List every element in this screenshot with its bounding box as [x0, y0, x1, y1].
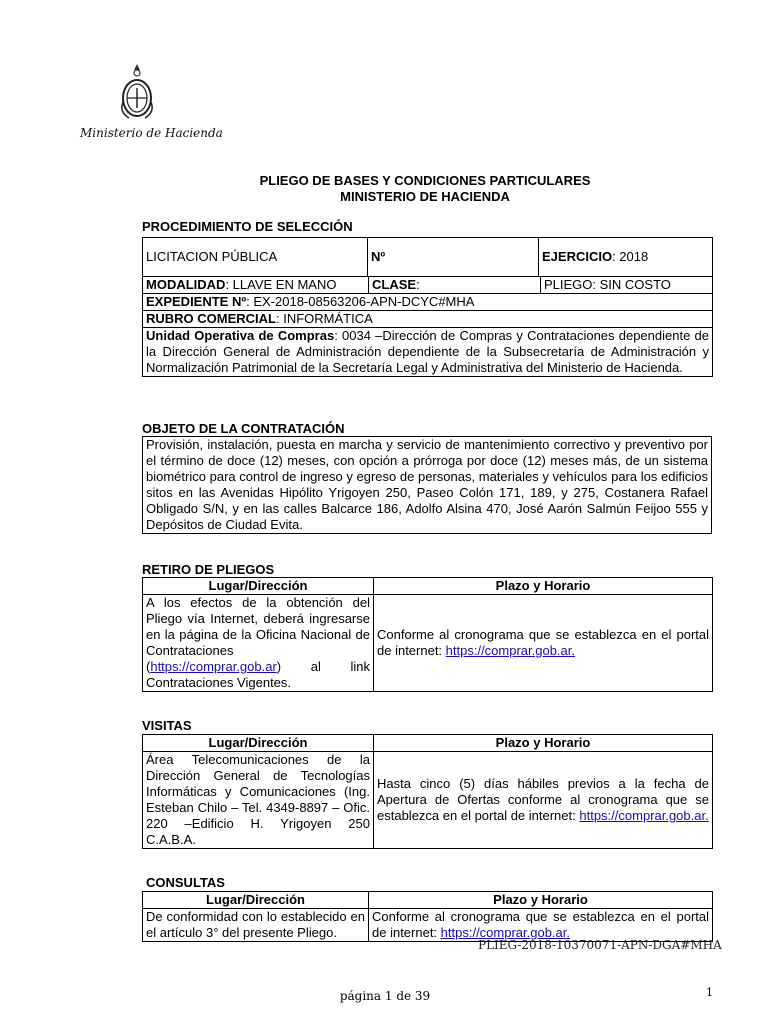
consultas-heading: CONSULTAS: [146, 875, 225, 890]
objeto-heading: OBJETO DE LA CONTRATACIÓN: [142, 421, 345, 436]
unidad-cell: Unidad Operativa de Compras: 0034 –Dirección de Compras y Contrataciones dependiente de la Dirección General de Administración dependiente de la Subsecretaría de Administración y Normalización Patrimonial de la Secretaría Legal y Administrativa del Ministerio de Hacienda.: [143, 328, 713, 377]
consultas-col-lugar: Lugar/Dirección: [143, 892, 369, 909]
consultas-table: [142, 891, 713, 942]
expediente-cell: EXPEDIENTE Nº: EX-2018-08563206-APN-DCYC#MHA: [143, 294, 713, 311]
objeto-text: Provisión, instalación, puesta en marcha y servicio de mantenimiento correctivo y preventivo por el término de doce (12) meses, con opción a prórroga por doce (12) meses más, de un sistema biométrico para control de ingreso y egreso de personas, materiales y vehículos para los edificios sitos en las Avenidas Hipólito Yrigoyen 250, Paseo Colón 171, 189, y 275, Costanera Rafael Obligado S/N, y en las calles Balcarce 186, Adolfo Alsina 470, José Aarón Salmún Feijoo 555 y Depósitos de Ciudad Evita.: [143, 437, 712, 534]
coat-of-arms-icon: [117, 62, 157, 122]
ejercicio-cell: EJERCICIO: 2018: [539, 238, 713, 277]
rubro-cell: RUBRO COMERCIAL: INFORMÁTICA: [143, 311, 713, 328]
tipo-cell: LICITACION PÚBLICA: [143, 238, 368, 277]
retiro-col-lugar: Lugar/Dirección: [143, 578, 374, 595]
retiro-table: [142, 577, 713, 692]
procedimiento-heading: PROCEDIMIENTO DE SELECCIÓN: [142, 219, 353, 234]
visitas-col-plazo: Plazo y Horario: [374, 735, 713, 752]
document-title: PLIEGO DE BASES Y CONDICIONES PARTICULARES: [259, 173, 591, 188]
comprar-link[interactable]: https://comprar.gob.ar: [150, 659, 277, 674]
document-subtitle: MINISTERIO DE HACIENDA: [340, 189, 510, 204]
visitas-col-lugar: Lugar/Dirección: [143, 735, 374, 752]
modalidad-row: MODALIDAD: LLAVE EN MANO CLASE: PLIEGO: SIN COSTO: [143, 277, 713, 294]
retiro-plazo: Conforme al cronograma que se establezca en el portal de internet: https://comprar.gob.ar.: [374, 595, 713, 692]
comprar-link[interactable]: https://comprar.gob.ar.: [445, 643, 576, 658]
procedimiento-table: [142, 237, 713, 377]
ministry-name: Ministerio de Hacienda: [80, 126, 223, 140]
visitas-table: [142, 734, 713, 849]
consultas-col-plazo: Plazo y Horario: [369, 892, 713, 909]
numero-cell: Nº: [368, 238, 539, 277]
retiro-heading: RETIRO DE PLIEGOS: [142, 562, 275, 577]
consultas-lugar: De conformidad con lo establecido en el artículo 3° del presente Pliego.: [143, 909, 369, 942]
consultas-plazo: Conforme al cronograma que se establezca en el portal de internet: https://comprar.gob.ar.: [369, 909, 713, 942]
visitas-plazo: Hasta cinco (5) días hábiles previos a la fecha de Apertura de Ofertas conforme al cronograma que se establezca en el portal de internet: https://comprar.gob.ar.: [374, 752, 713, 849]
corner-page-number: 1: [706, 986, 713, 999]
objeto-table: [142, 436, 712, 534]
page-number: página 1 de 39: [339, 989, 431, 1003]
retiro-col-plazo: Plazo y Horario: [374, 578, 713, 595]
visitas-heading: VISITAS: [142, 718, 192, 733]
document-stamp: PLIEG-2018-10370071-APN-DGA#MHA: [478, 938, 722, 952]
visitas-lugar: Área Telecomunicaciones de la Dirección General de Tecnologías Informáticas y Comunicaciones (Ing. Esteban Chilo – Tel. 4349-8897 – Ofic. 220 –Edificio H. Yrigoyen 250 C.A.B.A.: [143, 752, 374, 849]
comprar-link[interactable]: https://comprar.gob.ar.: [440, 925, 571, 940]
comprar-link[interactable]: https://comprar.gob.ar.: [579, 808, 709, 823]
retiro-lugar: A los efectos de la obtención del Pliego vía Internet, deberá ingresarse en la página de la Oficina Nacional de Contrataciones (https://comprar.gob.ar) al link Contrataciones Vigentes.: [143, 595, 374, 692]
